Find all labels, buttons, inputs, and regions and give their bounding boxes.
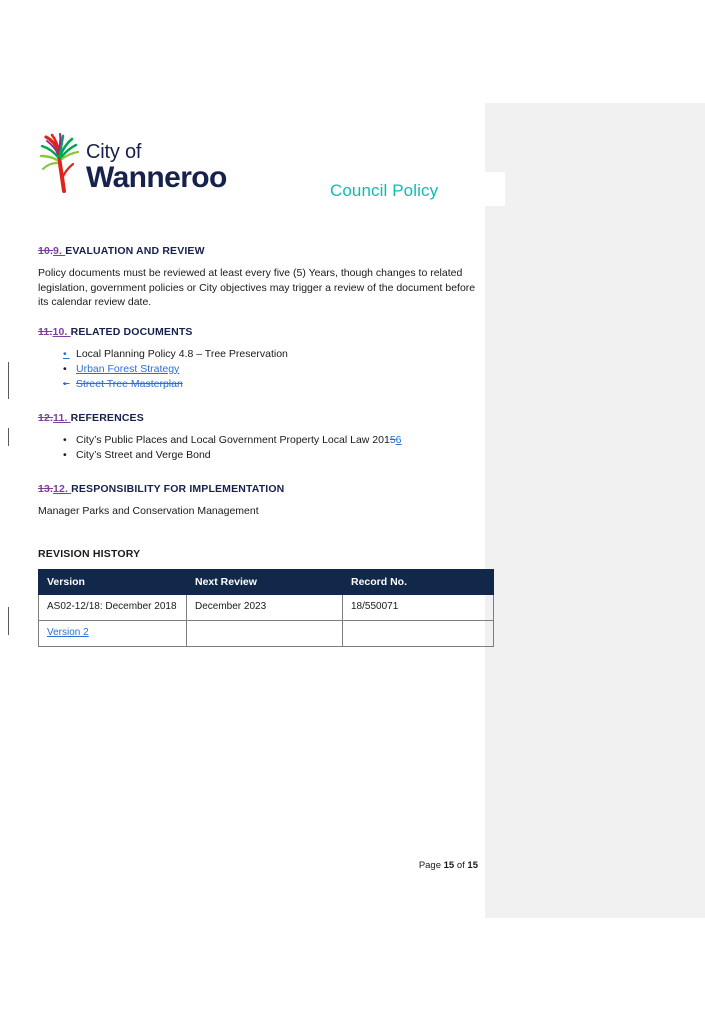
wanneroo-logo xyxy=(38,133,227,195)
bullet-list-references xyxy=(38,433,478,463)
bullet-marker-icon: • xyxy=(63,377,70,390)
column-header-version: Version xyxy=(39,570,187,595)
change-bar xyxy=(8,362,9,399)
list-item-label: City’s Street and Verge Bond xyxy=(76,448,211,461)
logo-city-text: City of xyxy=(86,141,142,163)
section-title: RELATED DOCUMENTS xyxy=(70,325,193,338)
bullet-marker-icon: • xyxy=(63,448,67,461)
cell-version: AS02-12/18: December 2018 xyxy=(39,595,187,621)
revision-history-title: REVISION HISTORY xyxy=(38,548,141,561)
column-header-record-no: Record No. xyxy=(343,570,494,595)
cell-next-review: December 2023 xyxy=(187,595,343,621)
table-row xyxy=(39,595,494,621)
year-digit-deleted: 5 xyxy=(389,433,396,446)
section-heading-responsibility-for-implementation xyxy=(38,483,478,495)
page-footer xyxy=(38,860,478,871)
list-item-label[interactable]: Urban Forest Strategy xyxy=(76,362,180,375)
list-item xyxy=(63,347,478,362)
bullet-marker-icon: • xyxy=(63,362,67,375)
cell-record-no xyxy=(343,621,494,647)
cell-version xyxy=(39,621,187,647)
footer-total-pages: 15 xyxy=(467,860,478,871)
section-title: RESPONSIBILITY FOR IMPLEMENTATION xyxy=(71,482,285,495)
paragraph-responsibility: Manager Parks and Conservation Management xyxy=(38,504,259,517)
section-number-inserted: 11. xyxy=(53,411,68,424)
paragraph-evaluation-and-review: Policy documents must be reviewed at least every five (5) Years, though changes to related legislation, government policies or City objectives may trigger a review of the document before its calendar review date. xyxy=(38,267,476,309)
change-bar xyxy=(8,607,9,635)
footer-middle: of xyxy=(454,860,468,871)
footer-current-page: 15 xyxy=(443,860,455,871)
year-digit-inserted: 6 xyxy=(395,433,402,446)
list-item xyxy=(63,377,478,392)
footer-prefix: Page xyxy=(418,860,444,871)
list-item-label: City’s Public Places and Local Government Property Local Law 201 xyxy=(76,433,390,446)
section-number-deleted: 12. xyxy=(38,411,54,424)
section-heading-references xyxy=(38,412,478,424)
section-number-deleted: 13. xyxy=(38,482,54,495)
list-item-label: Street Tree Masterplan xyxy=(76,377,183,390)
grasstree-logo-icon xyxy=(38,133,84,195)
change-bar xyxy=(8,428,9,446)
version-link[interactable]: Version 2 xyxy=(47,627,89,639)
grey-panel-notch xyxy=(485,172,505,206)
list-item xyxy=(63,433,478,448)
section-number-deleted: 10. xyxy=(38,245,54,257)
cell-record-no: 18/550071 xyxy=(343,595,494,621)
logo-wanneroo-text: Wanneroo xyxy=(86,161,227,194)
right-grey-panel xyxy=(485,103,705,918)
section-number-inserted: 9. xyxy=(53,245,63,257)
column-header-next-review: Next Review xyxy=(187,570,343,595)
section-number-deleted: 11. xyxy=(38,325,53,338)
bullet-marker-icon: • xyxy=(63,347,70,360)
section-number-inserted: 12. xyxy=(53,482,69,495)
cell-next-review xyxy=(187,621,343,647)
list-item xyxy=(63,362,478,377)
document-content xyxy=(38,245,478,647)
section-heading-evaluation-and-review xyxy=(38,245,478,257)
list-item-label: Local Planning Policy 4.8 – Tree Preservation xyxy=(76,347,288,360)
bullet-list-related-documents xyxy=(38,347,478,392)
document-header xyxy=(38,133,478,213)
revision-history-table xyxy=(38,569,494,647)
section-title: REFERENCES xyxy=(70,411,144,424)
table-header-row xyxy=(39,570,494,595)
list-item xyxy=(63,448,478,463)
section-number-inserted: 10. xyxy=(52,325,68,338)
section-heading-related-documents xyxy=(38,326,478,338)
bullet-marker-icon: • xyxy=(63,433,67,446)
document-kind-label: Council Policy xyxy=(330,181,439,200)
section-title: EVALUATION AND REVIEW xyxy=(65,245,205,257)
table-row xyxy=(39,621,494,647)
